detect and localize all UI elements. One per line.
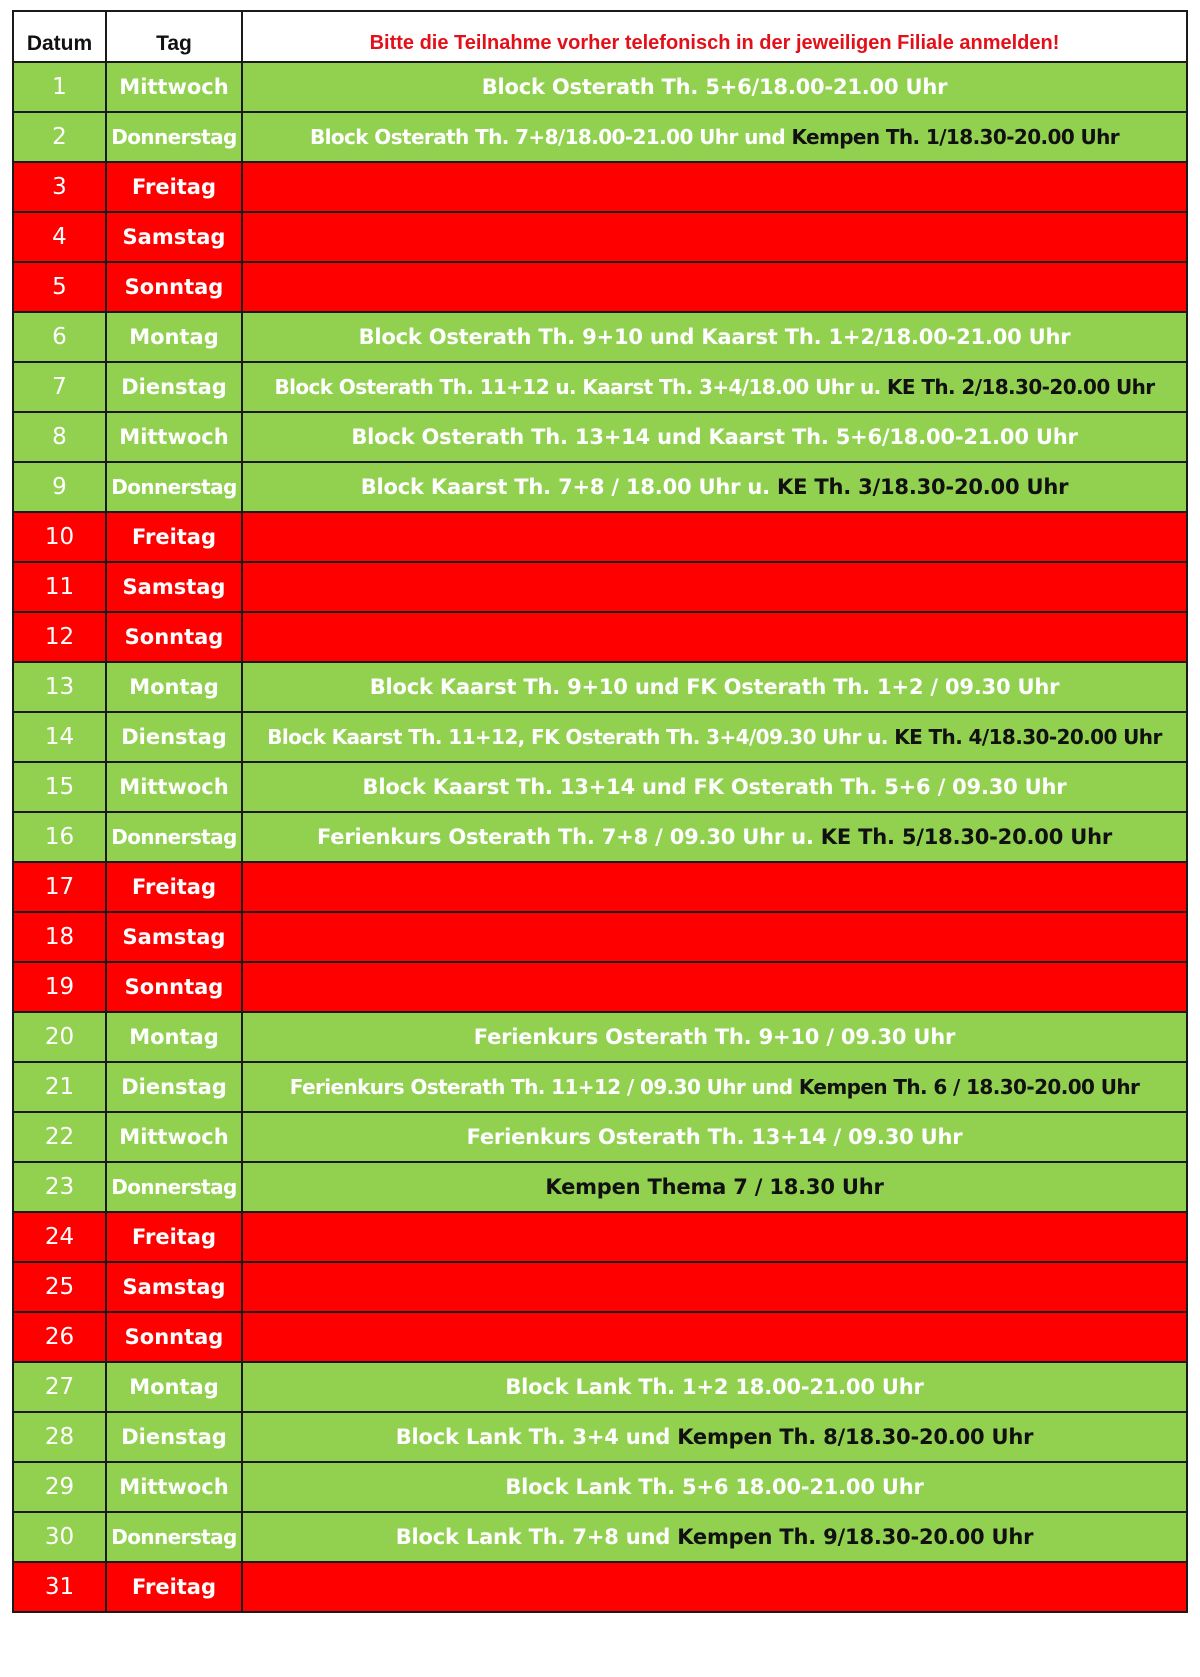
day-cell: Montag — [106, 312, 242, 362]
event-cell — [242, 312, 1187, 362]
schedule-row — [13, 62, 1187, 112]
day-cell: Freitag — [106, 162, 242, 212]
date-cell: 26 — [13, 1312, 106, 1362]
event-cell — [242, 1462, 1187, 1512]
date-cell: 6 — [13, 312, 106, 362]
event-text-kempen: Kempen Th. 8/18.30-20.00 Uhr — [677, 1425, 1034, 1449]
datum-header: Datum — [13, 11, 106, 62]
event-text: Block Osterath Th. 9+10 und Kaarst Th. 1+2/18.00-21.00 Uhr — [358, 325, 1071, 349]
date-cell: 13 — [13, 662, 106, 712]
event-cell — [242, 162, 1187, 212]
day-cell: Sonntag — [106, 962, 242, 1012]
schedule-row — [13, 812, 1187, 862]
schedule-row — [13, 162, 1187, 212]
schedule-row — [13, 1112, 1187, 1162]
event-text-kempen: KE Th. 3/18.30-20.00 Uhr — [777, 475, 1069, 499]
event-text: Block Kaarst Th. 9+10 und FK Osterath Th. 1+2 / 09.30 Uhr — [369, 675, 1060, 699]
event-cell — [242, 1112, 1187, 1162]
event-cell — [242, 762, 1187, 812]
schedule-row — [13, 962, 1187, 1012]
event-cell — [242, 862, 1187, 912]
date-cell: 12 — [13, 612, 106, 662]
event-cell — [242, 1062, 1187, 1112]
event-cell — [242, 1212, 1187, 1262]
day-cell: Donnerstag — [106, 112, 242, 162]
schedule-row — [13, 712, 1187, 762]
date-cell: 4 — [13, 212, 106, 262]
event-text: Ferienkurs Osterath Th. 11+12 / 09.30 Uhr und — [289, 1075, 799, 1099]
event-cell — [242, 262, 1187, 312]
event-cell — [242, 62, 1187, 112]
schedule-row — [13, 362, 1187, 412]
schedule-row — [13, 1262, 1187, 1312]
event-text: Ferienkurs Osterath Th. 7+8 / 09.30 Uhr u. — [317, 825, 821, 849]
date-cell: 2 — [13, 112, 106, 162]
event-text-kempen: Kempen Thema 7 / 18.30 Uhr — [545, 1175, 884, 1199]
event-text-kempen: KE Th. 5/18.30-20.00 Uhr — [820, 825, 1112, 849]
schedule-row — [13, 1162, 1187, 1212]
date-cell: 28 — [13, 1412, 106, 1462]
day-cell: Mittwoch — [106, 62, 242, 112]
event-cell — [242, 1412, 1187, 1462]
event-text: Block Osterath Th. 13+14 und Kaarst Th. 5+6/18.00-21.00 Uhr — [351, 425, 1078, 449]
date-cell: 11 — [13, 562, 106, 612]
schedule-row — [13, 1562, 1187, 1612]
date-cell: 14 — [13, 712, 106, 762]
date-cell: 15 — [13, 762, 106, 812]
day-cell: Freitag — [106, 1562, 242, 1612]
date-cell: 19 — [13, 962, 106, 1012]
event-cell — [242, 212, 1187, 262]
date-cell: 24 — [13, 1212, 106, 1262]
date-cell: 20 — [13, 1012, 106, 1062]
event-text: Block Lank Th. 5+6 18.00-21.00 Uhr — [505, 1475, 924, 1499]
schedule-row — [13, 1062, 1187, 1112]
schedule-row — [13, 262, 1187, 312]
schedule-table — [12, 10, 1188, 1613]
schedule-row — [13, 562, 1187, 612]
day-cell: Mittwoch — [106, 1112, 242, 1162]
event-text: Block Kaarst Th. 11+12, FK Osterath Th. 3+4/09.30 Uhr u. — [267, 725, 895, 749]
event-text: Block Kaarst Th. 13+14 und FK Osterath Th. 5+6 / 09.30 Uhr — [362, 775, 1067, 799]
day-cell: Donnerstag — [106, 1512, 242, 1562]
date-cell: 7 — [13, 362, 106, 412]
date-cell: 5 — [13, 262, 106, 312]
schedule-row — [13, 1212, 1187, 1262]
day-cell: Montag — [106, 1012, 242, 1062]
event-cell — [242, 712, 1187, 762]
day-cell: Freitag — [106, 512, 242, 562]
day-cell: Donnerstag — [106, 1162, 242, 1212]
day-cell: Dienstag — [106, 362, 242, 412]
date-cell: 17 — [13, 862, 106, 912]
day-cell: Dienstag — [106, 1412, 242, 1462]
date-cell: 10 — [13, 512, 106, 562]
schedule-row — [13, 512, 1187, 562]
schedule-row — [13, 762, 1187, 812]
day-cell: Dienstag — [106, 1062, 242, 1112]
date-cell: 3 — [13, 162, 106, 212]
header-row — [13, 11, 1187, 62]
event-cell — [242, 462, 1187, 512]
schedule-row — [13, 1362, 1187, 1412]
day-cell: Montag — [106, 662, 242, 712]
schedule-row — [13, 412, 1187, 462]
schedule-row — [13, 462, 1187, 512]
event-cell — [242, 1362, 1187, 1412]
event-cell — [242, 112, 1187, 162]
event-cell — [242, 412, 1187, 462]
day-cell: Sonntag — [106, 612, 242, 662]
day-cell: Montag — [106, 1362, 242, 1412]
event-cell — [242, 962, 1187, 1012]
schedule-row — [13, 212, 1187, 262]
day-cell: Samstag — [106, 1262, 242, 1312]
date-cell: 22 — [13, 1112, 106, 1162]
date-cell: 23 — [13, 1162, 106, 1212]
event-cell — [242, 512, 1187, 562]
date-cell: 31 — [13, 1562, 106, 1612]
event-cell — [242, 1512, 1187, 1562]
schedule-row — [13, 1312, 1187, 1362]
event-cell — [242, 362, 1187, 412]
date-cell: 30 — [13, 1512, 106, 1562]
date-cell: 16 — [13, 812, 106, 862]
day-cell: Samstag — [106, 912, 242, 962]
day-cell: Donnerstag — [106, 462, 242, 512]
day-cell: Sonntag — [106, 262, 242, 312]
event-cell — [242, 562, 1187, 612]
event-cell — [242, 1312, 1187, 1362]
event-cell — [242, 812, 1187, 862]
event-text: Block Lank Th. 7+8 und — [395, 1525, 678, 1549]
schedule-row — [13, 612, 1187, 662]
date-cell: 27 — [13, 1362, 106, 1412]
schedule-row — [13, 1512, 1187, 1562]
schedule-row — [13, 1462, 1187, 1512]
event-text: Block Lank Th. 3+4 und — [395, 1425, 678, 1449]
registration-note: Bitte die Teilnahme vorher telefonisch in der jeweiligen Filiale anmelden! — [242, 11, 1187, 62]
event-cell — [242, 612, 1187, 662]
date-cell: 9 — [13, 462, 106, 512]
event-text: Ferienkurs Osterath Th. 9+10 / 09.30 Uhr — [473, 1025, 956, 1049]
event-cell — [242, 1562, 1187, 1612]
schedule-row — [13, 312, 1187, 362]
day-cell: Mittwoch — [106, 412, 242, 462]
date-cell: 18 — [13, 912, 106, 962]
event-text-kempen: KE Th. 2/18.30-20.00 Uhr — [887, 375, 1155, 399]
event-text: Block Osterath Th. 5+6/18.00-21.00 Uhr — [481, 75, 948, 99]
day-cell: Donnerstag — [106, 812, 242, 862]
event-cell — [242, 1162, 1187, 1212]
event-cell — [242, 1262, 1187, 1312]
event-text-kempen: KE Th. 4/18.30-20.00 Uhr — [894, 725, 1162, 749]
day-cell: Mittwoch — [106, 1462, 242, 1512]
date-cell: 1 — [13, 62, 106, 112]
event-text: Block Osterath Th. 7+8/18.00-21.00 Uhr und — [309, 125, 792, 149]
day-cell: Samstag — [106, 212, 242, 262]
event-text-kempen: Kempen Th. 6 / 18.30-20.00 Uhr — [798, 1075, 1140, 1099]
schedule-row — [13, 662, 1187, 712]
event-cell — [242, 662, 1187, 712]
day-cell: Freitag — [106, 862, 242, 912]
schedule-row — [13, 112, 1187, 162]
event-cell — [242, 912, 1187, 962]
day-cell: Samstag — [106, 562, 242, 612]
tag-header: Tag — [106, 11, 242, 62]
day-cell: Sonntag — [106, 1312, 242, 1362]
date-cell: 8 — [13, 412, 106, 462]
date-cell: 21 — [13, 1062, 106, 1112]
date-cell: 29 — [13, 1462, 106, 1512]
event-cell — [242, 1012, 1187, 1062]
event-text: Block Osterath Th. 11+12 u. Kaarst Th. 3+4/18.00 Uhr u. — [274, 375, 888, 399]
schedule-row — [13, 862, 1187, 912]
event-text-kempen: Kempen Th. 9/18.30-20.00 Uhr — [677, 1525, 1034, 1549]
schedule-body — [13, 62, 1187, 1612]
event-text: Block Kaarst Th. 7+8 / 18.00 Uhr u. — [360, 475, 778, 499]
event-text: Block Lank Th. 1+2 18.00-21.00 Uhr — [505, 1375, 924, 1399]
day-cell: Freitag — [106, 1212, 242, 1262]
schedule-row — [13, 1012, 1187, 1062]
schedule-row — [13, 912, 1187, 962]
event-text-kempen: Kempen Th. 1/18.30-20.00 Uhr — [791, 125, 1120, 149]
day-cell: Mittwoch — [106, 762, 242, 812]
schedule-row — [13, 1412, 1187, 1462]
day-cell: Dienstag — [106, 712, 242, 762]
date-cell: 25 — [13, 1262, 106, 1312]
event-text: Ferienkurs Osterath Th. 13+14 / 09.30 Uhr — [466, 1125, 963, 1149]
